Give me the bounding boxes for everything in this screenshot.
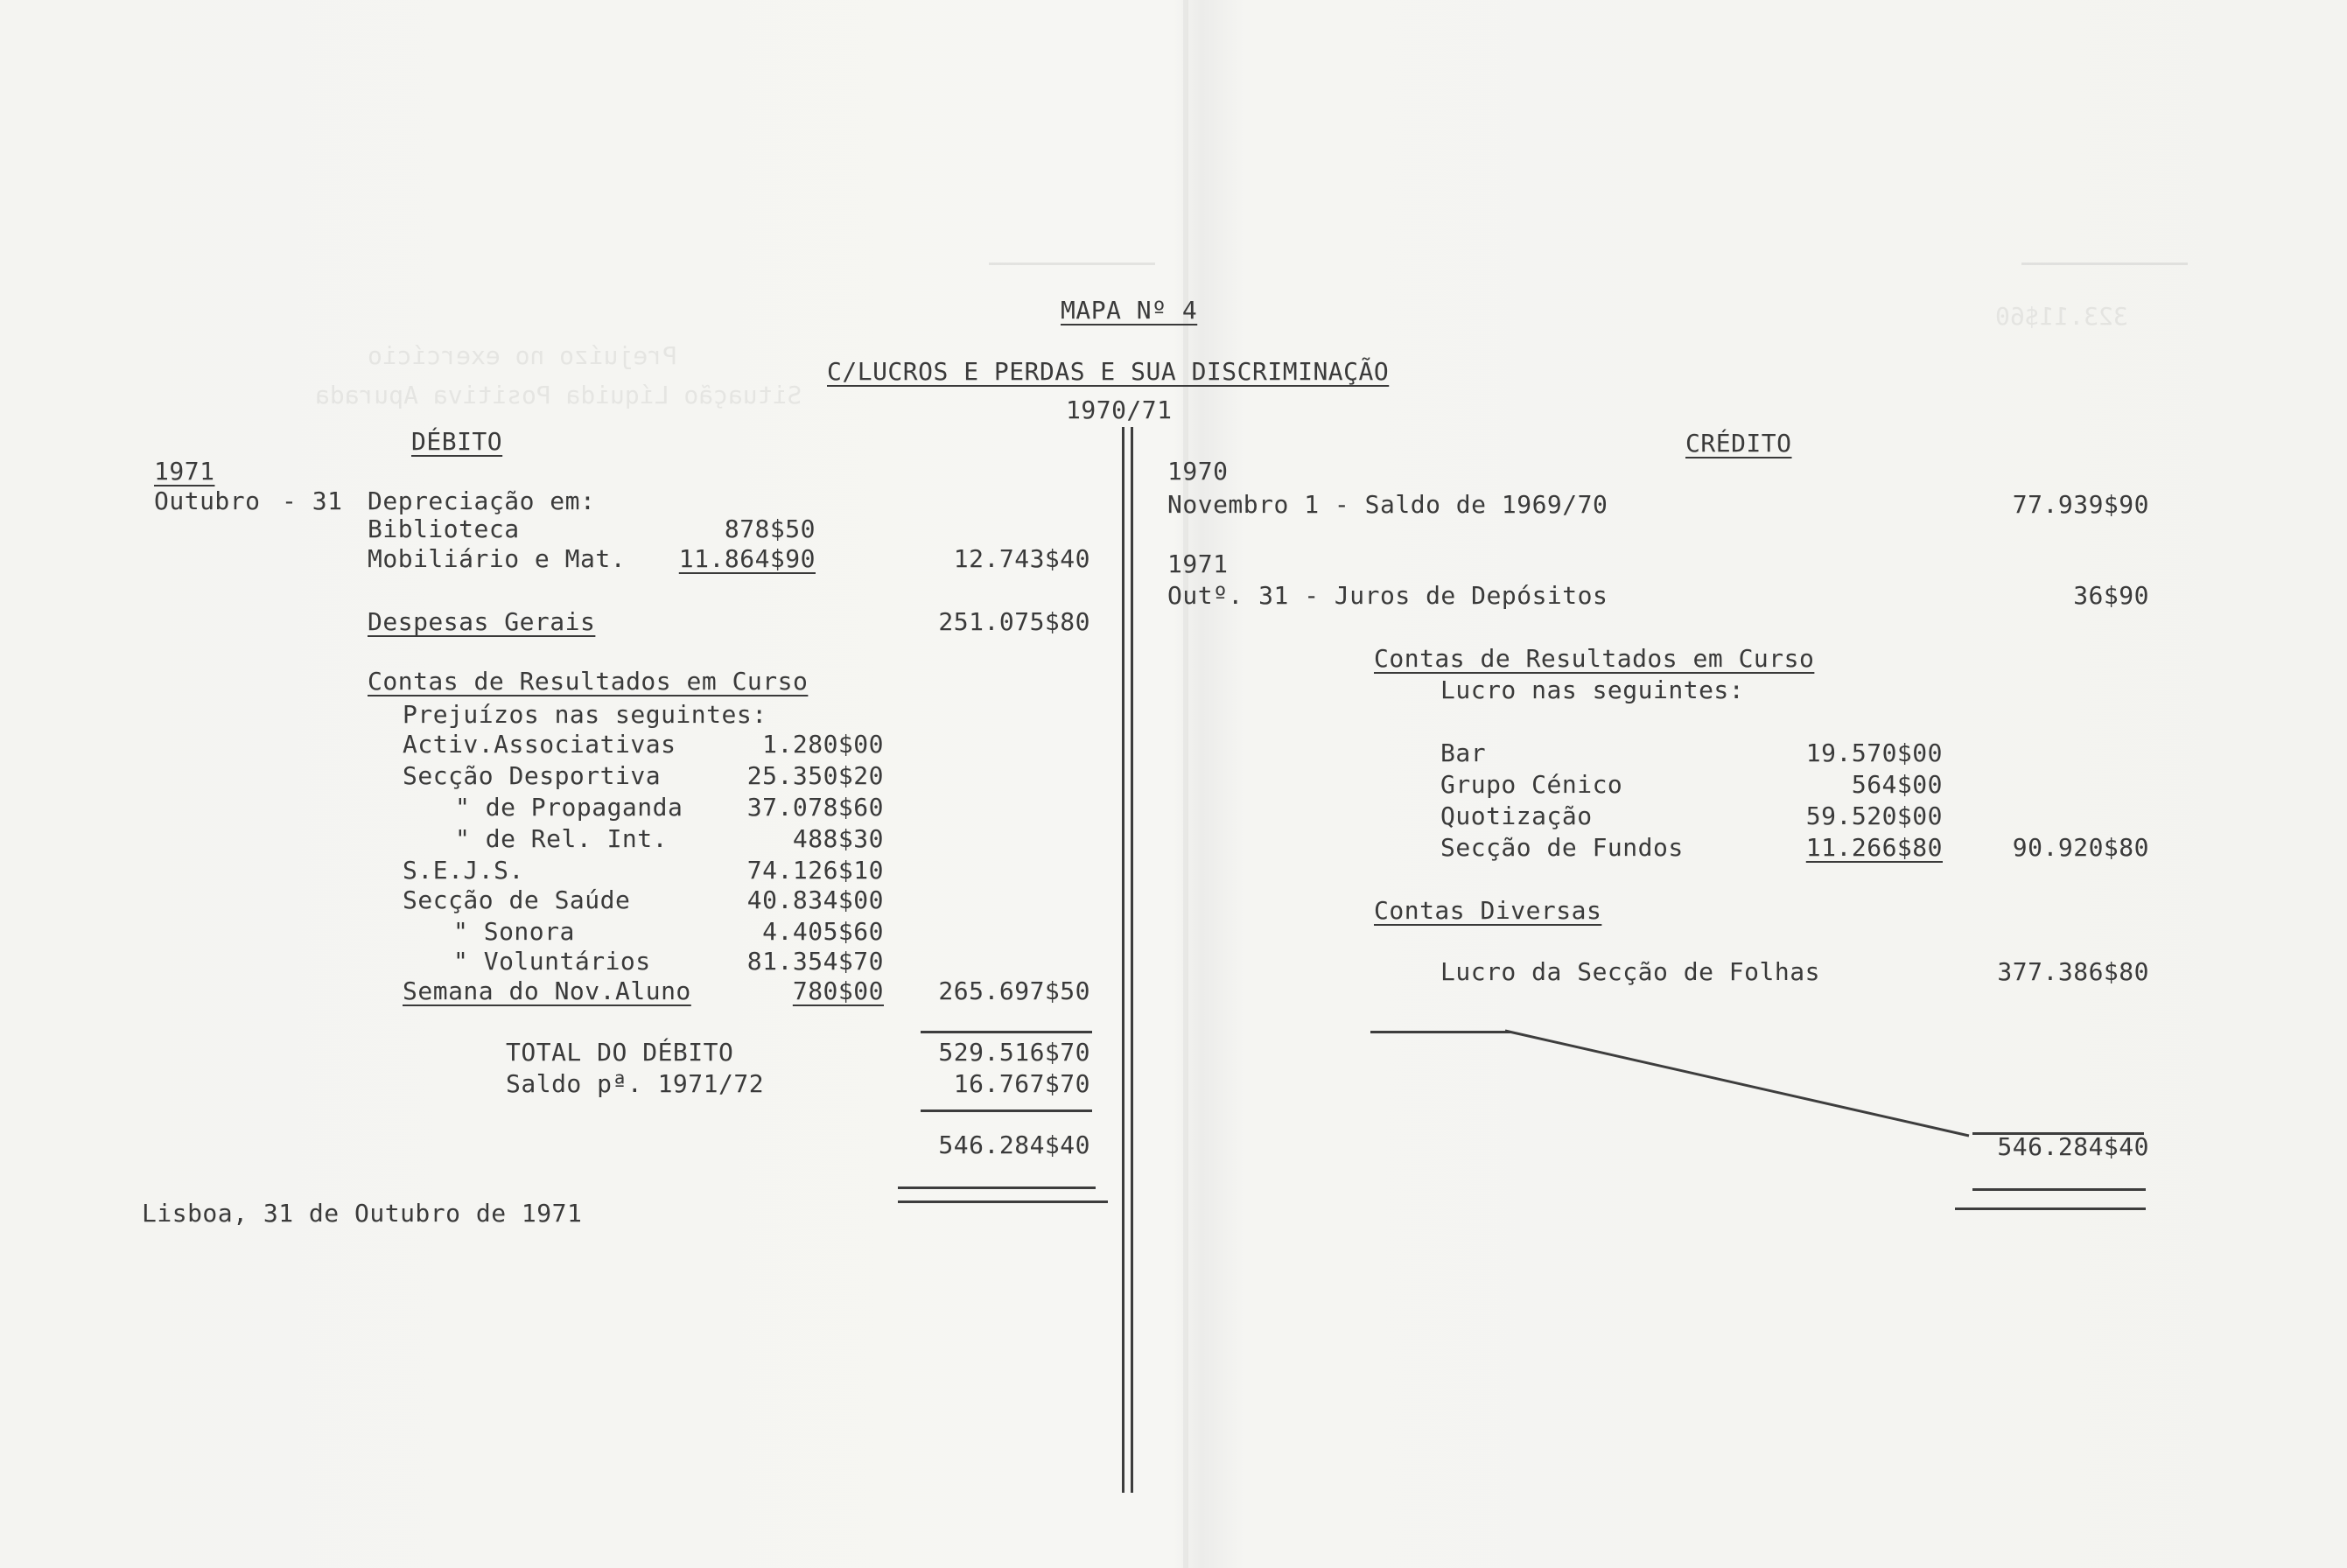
map-title: MAPA Nº 4 bbox=[1061, 296, 1198, 325]
loss-item-label: Semana do Nov.Aluno bbox=[403, 976, 691, 1005]
loss-item-label: S.E.J.S. bbox=[403, 856, 524, 885]
debit-total-label: TOTAL DO DÉBITO bbox=[506, 1038, 734, 1067]
place-date: Lisboa, 31 de Outubro de 1971 bbox=[142, 1199, 583, 1228]
credit-year-1970: 1970 bbox=[1167, 457, 1229, 486]
double-rule-top bbox=[1972, 1188, 2146, 1191]
profit-label: Lucro nas seguintes: bbox=[1440, 676, 1745, 704]
profit-total: 90.920$80 bbox=[2012, 833, 2149, 862]
debit-results-heading: Contas de Resultados em Curso bbox=[368, 667, 809, 696]
loss-item-label: " de Propaganda bbox=[455, 793, 683, 822]
show-through-text: Prejuízo no exercício bbox=[368, 341, 678, 370]
debit-year: 1971 bbox=[154, 457, 215, 486]
profit-item-value: 11.266$80 bbox=[1805, 833, 1943, 862]
balance-value: 16.767$70 bbox=[953, 1069, 1090, 1098]
losses-label: Prejuízos nas seguintes: bbox=[403, 700, 767, 729]
double-rule-bottom bbox=[1955, 1208, 2146, 1210]
closing-rule bbox=[1370, 1031, 1510, 1033]
loss-item-value: 780$00 bbox=[792, 976, 884, 1005]
show-through-text: 323.11$60 bbox=[1995, 302, 2128, 331]
profit-item-label: Quotização bbox=[1440, 802, 1593, 830]
credit-grand-total: 546.284$40 bbox=[1997, 1132, 2149, 1161]
central-divider bbox=[1131, 427, 1133, 1493]
credit-interest-value: 36$90 bbox=[2073, 581, 2149, 610]
credit-heading: CRÉDITO bbox=[1685, 429, 1792, 458]
loss-item-value: 4.405$60 bbox=[762, 917, 884, 946]
diverse-heading: Contas Diversas bbox=[1374, 896, 1602, 925]
diverse-value: 377.386$80 bbox=[1997, 957, 2149, 986]
debit-total-value: 529.516$70 bbox=[938, 1038, 1090, 1067]
double-rule-bottom bbox=[898, 1200, 1108, 1203]
document-subtitle: C/LUCROS E PERDAS E SUA DISCRIMINAÇÃO bbox=[827, 357, 1390, 386]
closing-diagonal-line bbox=[1505, 1024, 1978, 1146]
credit-entry-interest: Outº. 31 - Juros de Depósitos bbox=[1167, 581, 1608, 610]
central-divider bbox=[1122, 427, 1124, 1493]
loss-item-label: " de Rel. Int. bbox=[455, 824, 669, 853]
show-through-line bbox=[989, 262, 1155, 265]
credit-year-1971: 1971 bbox=[1167, 550, 1229, 578]
debit-heading: DÉBITO bbox=[411, 427, 503, 456]
loss-item-value: 1.280$00 bbox=[762, 730, 884, 759]
loss-item-label: Secção de Saúde bbox=[403, 886, 631, 914]
profit-item-value: 59.520$00 bbox=[1805, 802, 1943, 830]
total-rule bbox=[921, 1110, 1092, 1112]
loss-item-value: 25.350$20 bbox=[746, 761, 884, 790]
debit-day: - 31 bbox=[282, 486, 343, 515]
depreciation-item-label: Mobiliário e Mat. bbox=[368, 544, 627, 573]
debit-grand-total: 546.284$40 bbox=[938, 1130, 1090, 1159]
loss-item-value: 488$30 bbox=[792, 824, 884, 853]
show-through-text: Situação Líquida Positiva Apurada bbox=[315, 381, 802, 410]
depreciation-label: Depreciação em: bbox=[368, 486, 596, 515]
profit-item-label: Secção de Fundos bbox=[1440, 833, 1684, 862]
general-expenses-value: 251.075$80 bbox=[938, 607, 1090, 636]
credit-opening-balance-value: 77.939$90 bbox=[2012, 490, 2149, 519]
loss-item-label: " Voluntários bbox=[453, 947, 651, 976]
period: 1970/71 bbox=[1066, 396, 1173, 424]
loss-item-value: 37.078$60 bbox=[746, 793, 884, 822]
losses-total: 265.697$50 bbox=[938, 976, 1090, 1005]
loss-item-label: Secção Desportiva bbox=[403, 761, 662, 790]
debit-month: Outubro bbox=[154, 486, 261, 515]
credit-results-heading: Contas de Resultados em Curso bbox=[1374, 644, 1815, 673]
depreciation-item-value: 11.864$90 bbox=[678, 544, 816, 573]
loss-item-label: " Sonora bbox=[453, 917, 575, 946]
profit-item-value: 564$00 bbox=[1851, 770, 1943, 799]
loss-item-value: 74.126$10 bbox=[746, 856, 884, 885]
depreciation-total: 12.743$40 bbox=[953, 544, 1090, 573]
show-through-line bbox=[2021, 262, 2188, 265]
diverse-label: Lucro da Secção de Folhas bbox=[1440, 957, 1820, 986]
loss-item-label: Activ.Associativas bbox=[403, 730, 676, 759]
double-rule-top bbox=[898, 1186, 1096, 1189]
general-expenses-label: Despesas Gerais bbox=[368, 607, 596, 636]
depreciation-item-label: Biblioteca bbox=[368, 514, 520, 543]
profit-item-label: Grupo Cénico bbox=[1440, 770, 1623, 799]
paper-fold bbox=[1183, 0, 1188, 1568]
loss-item-value: 40.834$00 bbox=[746, 886, 884, 914]
balance-label: Saldo pª. 1971/72 bbox=[506, 1069, 765, 1098]
loss-item-value: 81.354$70 bbox=[746, 947, 884, 976]
total-rule bbox=[921, 1031, 1092, 1033]
profit-item-label: Bar bbox=[1440, 738, 1487, 767]
depreciation-item-value: 878$50 bbox=[724, 514, 816, 543]
profit-item-value: 19.570$00 bbox=[1805, 738, 1943, 767]
credit-entry-opening-balance: Novembro 1 - Saldo de 1969/70 bbox=[1167, 490, 1608, 519]
